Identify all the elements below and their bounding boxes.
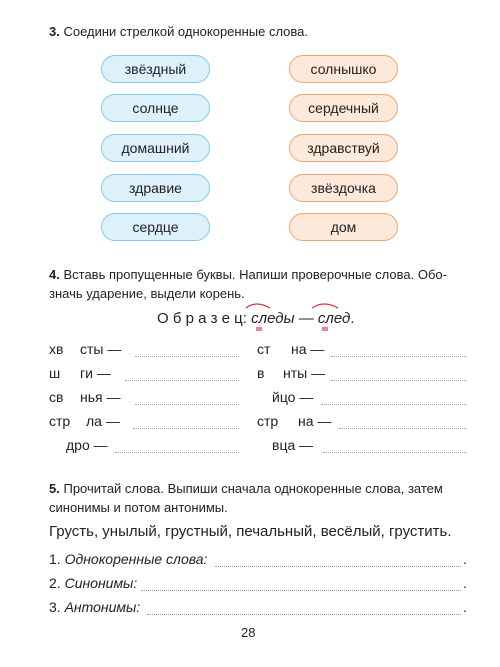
task5-heading [49,479,443,498]
left-row-5 [49,437,239,457]
answer-end-dot: . [463,575,467,591]
words-line: Грусть, унылый, грустный, печальный, весёлый, грустить. [49,523,452,540]
left-word-1[interactable]: звёздный [101,55,210,83]
answer-label: Однокоренные слова: [64,551,208,567]
right-word-2[interactable]: сердечный [289,94,398,122]
left-row-2 [49,365,239,385]
answer-line[interactable] [331,380,467,381]
answer-row-2 [49,575,469,595]
answer-number: 3. [49,599,61,615]
task5-number: 5. [49,481,60,496]
row-suffix: йцо — [272,389,314,405]
root-arc-1 [246,304,270,308]
row-suffix: вца — [272,437,314,453]
right-row-1 [257,341,467,361]
task5-text-line2: синонимы и потом антонимы. [49,500,228,515]
left-row-1 [49,341,239,361]
right-word-5[interactable]: дом [289,213,398,241]
answer-label: Антонимы: [64,599,141,615]
answer-line[interactable] [133,428,239,429]
answer-row-3 [49,599,469,619]
answer-line[interactable] [135,356,239,357]
left-word-4[interactable]: здравие [101,174,210,202]
row-prefix: стр [49,413,71,429]
answer-line[interactable] [331,356,467,357]
task3-text: Соедини стрелкой однокоренные слова. [63,24,309,39]
row-suffix: нья — [80,389,121,405]
answer-line[interactable] [215,566,461,567]
right-row-2 [257,365,467,385]
answer-line[interactable] [321,404,467,405]
example-word2: след [317,310,351,327]
task3-number: 3. [49,24,60,39]
row-suffix: на — [298,413,332,429]
task4-text-line2: значь ударение, выдели корень. [49,286,245,301]
answer-line[interactable] [125,380,239,381]
answer-end-dot: . [463,551,467,567]
row-prefix: стр [257,413,279,429]
row-prefix: в [257,365,265,381]
answer-number: 1. [49,551,61,567]
row-suffix: ги — [80,365,111,381]
example-dot: . [350,310,355,327]
answer-line[interactable] [147,614,461,615]
answer-number: 2. [49,575,61,591]
answer-line[interactable] [135,404,239,405]
task4-number: 4. [49,267,60,282]
row-suffix: нты — [283,365,326,381]
left-row-4 [49,413,239,433]
row-prefix: хв [49,341,64,357]
row-prefix: св [49,389,64,405]
right-row-3 [257,389,467,409]
answer-line[interactable] [323,452,467,453]
row-prefix: ст [257,341,271,357]
row-prefix: ш [49,365,61,381]
row-suffix: на — [291,341,325,357]
example-word1: следы [251,310,295,327]
left-word-5[interactable]: сердце [101,213,210,241]
task4-text-line1: Вставь пропущенные буквы. Напиши проверочные слова. Обо- [63,267,447,282]
left-row-3 [49,389,239,409]
answer-label: Синонимы: [64,575,138,591]
page-number: 28 [241,625,256,640]
right-row-5 [257,437,467,457]
task5-text-line1: Прочитай слова. Выпиши сначала однокоренные слова, затем [63,481,443,496]
row-suffix: ла — [86,413,120,429]
answer-line[interactable] [115,452,239,453]
answer-row-1 [49,551,469,571]
left-word-2[interactable]: солнце [101,94,210,122]
row-suffix: сты — [80,341,122,357]
answer-end-dot: . [463,599,467,615]
task3-heading [49,22,308,41]
row-suffix: дро — [66,437,108,453]
answer-line[interactable] [141,590,461,591]
right-row-4 [257,413,467,433]
root-marks [240,298,360,338]
right-word-4[interactable]: звёздочка [289,174,398,202]
right-word-1[interactable]: солнышко [289,55,398,83]
answer-line[interactable] [339,428,467,429]
right-word-3[interactable]: здравствуй [289,134,398,162]
example-dash: — [298,310,314,327]
root-arc-2 [312,304,338,308]
example-label: О б р а з е ц: [157,310,247,327]
task4-heading [49,265,447,284]
left-word-3[interactable]: домашний [101,134,210,162]
